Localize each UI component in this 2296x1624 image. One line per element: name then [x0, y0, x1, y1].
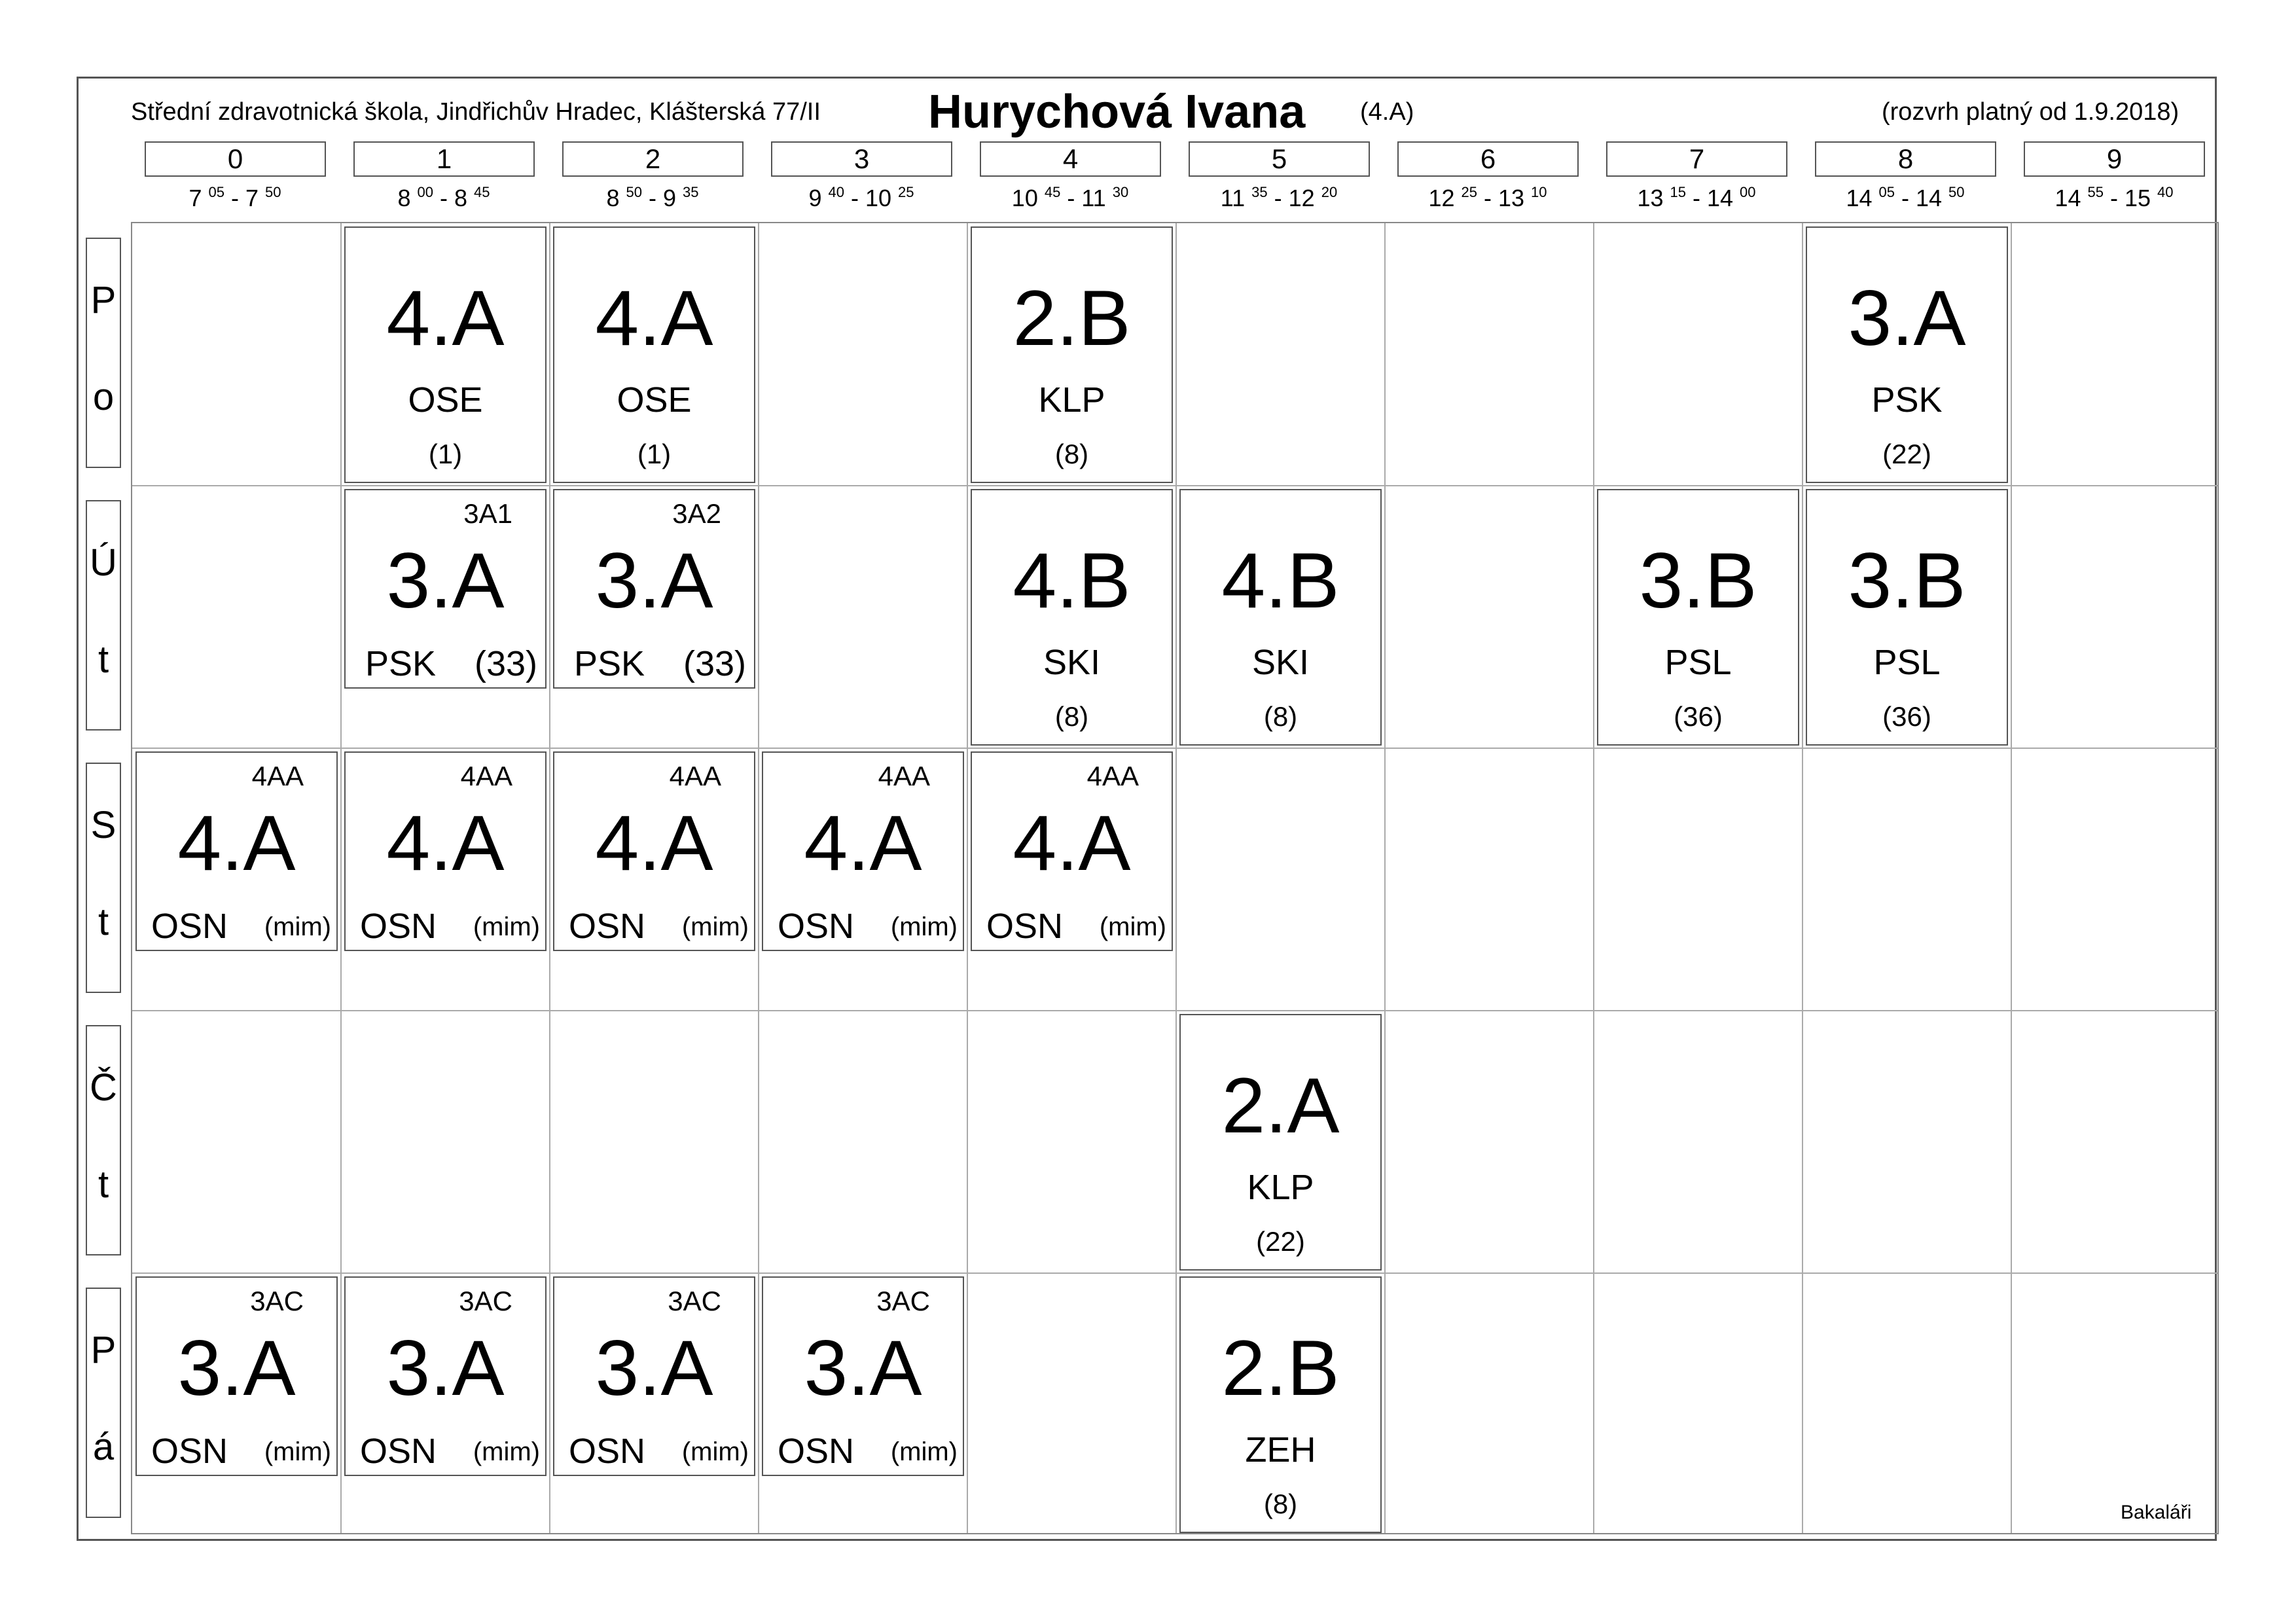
lesson-room: (mim) — [1099, 912, 1166, 941]
lesson-subject: OSN — [778, 907, 855, 946]
lesson-class: 4.A — [386, 274, 505, 362]
lesson-class: 2.B — [1013, 274, 1131, 362]
period-start-minutes: 45 — [1044, 184, 1061, 200]
lesson-card[interactable] — [971, 489, 1173, 746]
validity-note: (rozvrh platný od 1.9.2018) — [1882, 98, 2179, 126]
lesson-group: 4AA — [878, 761, 930, 791]
lesson-card[interactable] — [553, 489, 755, 689]
period-start-minutes: 05 — [208, 184, 224, 200]
lesson-room: (22) — [1882, 439, 1931, 469]
day-letter-2: t — [98, 901, 109, 943]
period-number: 8 — [1815, 141, 1996, 177]
period-start-minutes: 25 — [1461, 184, 1477, 200]
period-time: 8 $^{50}$ - 9 $^{35}$ — [606, 184, 699, 211]
day-label — [86, 238, 121, 468]
day-letter-1: Ú — [90, 541, 117, 584]
lesson-class: 3.A — [386, 1324, 505, 1412]
lesson-room: (mim) — [681, 1437, 749, 1466]
lesson-group: 3AC — [250, 1286, 304, 1316]
period-end-minutes: 25 — [898, 184, 914, 200]
lesson-card[interactable] — [1179, 1276, 1382, 1533]
lesson-room: (mim) — [890, 912, 958, 941]
period-start-minutes: 00 — [417, 184, 433, 200]
day-label — [86, 1288, 121, 1518]
lesson-class: 4.B — [1221, 537, 1340, 624]
grid-row-line — [132, 485, 2217, 486]
lesson-group: 3AC — [876, 1286, 930, 1316]
lesson-group: 3A2 — [672, 498, 721, 529]
period-number: 6 — [1397, 141, 1579, 177]
period-end-minutes: 35 — [683, 184, 699, 200]
lesson-room: (1) — [428, 439, 463, 469]
teacher-name: Hurychová Ivana — [928, 86, 1306, 138]
lesson-subject: OSN — [360, 907, 437, 946]
lesson-room: (mim) — [264, 912, 331, 941]
lesson-subject: SKI — [1043, 643, 1101, 682]
lesson-group: 3A1 — [463, 498, 512, 529]
lesson-class: 2.B — [1221, 1324, 1340, 1412]
grid-column-line — [758, 223, 759, 1533]
school-name: Střední zdravotnická škola, Jindřichův Hradec, Klášterská 77/II — [131, 98, 821, 126]
lesson-subject: PSL — [1873, 643, 1941, 682]
period-number: 0 — [145, 141, 326, 177]
lesson-class: 3.B — [1848, 537, 1966, 624]
lesson-card[interactable] — [1806, 489, 2008, 746]
lesson-room: (mim) — [264, 1437, 331, 1466]
lesson-card[interactable] — [553, 751, 755, 951]
grid-row-line — [132, 1272, 2217, 1274]
lesson-class: 3.A — [804, 1324, 922, 1412]
lesson-class: 4.A — [1013, 799, 1131, 887]
lesson-subject: PSK — [574, 644, 645, 683]
day-label — [86, 763, 121, 993]
lesson-subject: OSN — [569, 1432, 646, 1471]
lesson-room: (8) — [1263, 701, 1298, 732]
lesson-class: 3.B — [1639, 537, 1757, 624]
lesson-class: 4.A — [595, 799, 713, 887]
lesson-card[interactable] — [344, 489, 547, 689]
period-time: 9 $^{40}$ - 10 $^{25}$ — [808, 184, 914, 211]
day-label — [86, 500, 121, 731]
lesson-class: 3.A — [386, 537, 505, 624]
lesson-subject: PSK — [1871, 380, 1943, 420]
lesson-room: (8) — [1054, 439, 1089, 469]
lesson-subject: OSN — [778, 1432, 855, 1471]
lesson-class: 4.A — [595, 274, 713, 362]
lesson-subject: PSK — [365, 644, 437, 683]
day-letter-1: Č — [90, 1066, 117, 1109]
lesson-class: 4.A — [177, 799, 296, 887]
period-end-minutes: 20 — [1321, 184, 1338, 200]
lesson-room: (36) — [1882, 701, 1931, 732]
lesson-class: 4.A — [804, 799, 922, 887]
lesson-room: (33) — [683, 644, 746, 683]
lesson-card[interactable] — [971, 751, 1173, 951]
lesson-card[interactable] — [344, 751, 547, 951]
lesson-subject: OSN — [151, 1432, 228, 1471]
teacher-class: (4.A) — [1360, 98, 1414, 126]
period-start-minutes: 50 — [626, 184, 642, 200]
lesson-group: 4AA — [1086, 761, 1139, 791]
period-end-minutes: 10 — [1531, 184, 1547, 200]
lesson-class: 3.A — [1848, 274, 1966, 362]
day-letter-2: o — [92, 376, 115, 418]
brand-footer: Bakaláři — [2121, 1502, 2192, 1523]
period-number: 9 — [2024, 141, 2205, 177]
grid-row-line — [132, 1010, 2217, 1011]
period-time: 10 $^{45}$ - 11 $^{30}$ — [1011, 184, 1129, 211]
grid-column-line — [1175, 223, 1177, 1533]
grid-column-line — [967, 223, 968, 1533]
day-letter-1: S — [90, 804, 117, 846]
lesson-card[interactable] — [553, 226, 755, 483]
grid-column-line — [340, 223, 342, 1533]
lesson-subject: KLP — [1247, 1168, 1314, 1207]
lesson-card[interactable] — [762, 751, 964, 951]
lesson-card[interactable] — [1179, 1014, 1382, 1271]
lesson-room: (22) — [1256, 1226, 1305, 1257]
period-start-minutes: 40 — [828, 184, 844, 200]
period-number: 7 — [1606, 141, 1787, 177]
period-time: 14 $^{55}$ - 15 $^{40}$ — [2054, 184, 2174, 211]
lesson-room: (8) — [1263, 1489, 1298, 1519]
lesson-room: (36) — [1674, 701, 1723, 732]
period-time: 8 $^{00}$ - 8 $^{45}$ — [397, 184, 490, 211]
lesson-subject: PSL — [1664, 643, 1732, 682]
period-number: 4 — [980, 141, 1161, 177]
lesson-class: 4.B — [1013, 537, 1131, 624]
lesson-group: 4AA — [460, 761, 512, 791]
lesson-subject: OSN — [360, 1432, 437, 1471]
lesson-card[interactable] — [762, 1276, 964, 1476]
period-end-minutes: 30 — [1112, 184, 1129, 200]
day-letter-2: á — [92, 1426, 115, 1468]
day-letter-1: P — [90, 279, 117, 321]
period-time: 11 $^{35}$ - 12 $^{20}$ — [1220, 184, 1338, 211]
day-label — [86, 1025, 121, 1255]
period-start-minutes: 35 — [1251, 184, 1268, 200]
period-start-minutes: 05 — [1878, 184, 1895, 200]
lesson-group: 4AA — [669, 761, 721, 791]
lesson-subject: OSN — [986, 907, 1064, 946]
lesson-class: 3.A — [595, 1324, 713, 1412]
lesson-room: (mim) — [681, 912, 749, 941]
lesson-subject: OSE — [617, 380, 692, 420]
period-time: 12 $^{25}$ - 13 $^{10}$ — [1428, 184, 1547, 211]
lesson-subject: ZEH — [1245, 1430, 1316, 1470]
period-number: 2 — [562, 141, 744, 177]
lesson-class: 3.A — [595, 537, 713, 624]
period-start-minutes: 55 — [2087, 184, 2104, 200]
lesson-card[interactable] — [1179, 489, 1382, 746]
period-number: 5 — [1189, 141, 1370, 177]
lesson-card[interactable] — [1806, 226, 2008, 483]
day-letter-1: P — [90, 1329, 117, 1371]
grid-column-line — [1384, 223, 1386, 1533]
period-start-minutes: 15 — [1670, 184, 1686, 200]
lesson-card[interactable] — [1597, 489, 1799, 746]
lesson-room: (1) — [637, 439, 672, 469]
lesson-subject: KLP — [1038, 380, 1105, 420]
lesson-card[interactable] — [344, 1276, 547, 1476]
lesson-room: (mim) — [473, 1437, 540, 1466]
period-end-minutes: 50 — [265, 184, 281, 200]
period-time: 7 $^{05}$ - 7 $^{50}$ — [188, 184, 281, 211]
lesson-group: 3AC — [459, 1286, 512, 1316]
lesson-card[interactable] — [344, 226, 547, 483]
period-end-minutes: 00 — [1740, 184, 1756, 200]
period-number: 1 — [353, 141, 535, 177]
lesson-subject: OSN — [569, 907, 646, 946]
schedule-grid — [131, 222, 2219, 1534]
lesson-card[interactable] — [971, 226, 1173, 483]
lesson-subject: OSE — [408, 380, 483, 420]
lesson-room: (33) — [474, 644, 537, 683]
lesson-room: (mim) — [890, 1437, 958, 1466]
lesson-class: 4.A — [386, 799, 505, 887]
period-time: 13 $^{15}$ - 14 $^{00}$ — [1637, 184, 1756, 211]
grid-column-line — [549, 223, 550, 1533]
lesson-class: 2.A — [1221, 1062, 1340, 1149]
lesson-subject: OSN — [151, 907, 228, 946]
grid-row-line — [132, 748, 2217, 749]
lesson-group: 3AC — [668, 1286, 721, 1316]
grid-column-line — [1802, 223, 1803, 1533]
lesson-room: (mim) — [473, 912, 540, 941]
period-time: 14 $^{05}$ - 14 $^{50}$ — [1846, 184, 1965, 211]
grid-column-line — [1593, 223, 1594, 1533]
period-end-minutes: 45 — [474, 184, 490, 200]
lesson-card[interactable] — [135, 1276, 338, 1476]
period-number: 3 — [771, 141, 952, 177]
day-letter-2: t — [98, 1163, 109, 1206]
lesson-group: 4AA — [251, 761, 304, 791]
lesson-class: 3.A — [177, 1324, 296, 1412]
lesson-card[interactable] — [135, 751, 338, 951]
period-end-minutes: 40 — [2157, 184, 2174, 200]
lesson-subject: SKI — [1251, 643, 1310, 682]
lesson-room: (8) — [1054, 701, 1089, 732]
lesson-card[interactable] — [553, 1276, 755, 1476]
grid-column-line — [2011, 223, 2012, 1533]
day-letter-2: t — [98, 638, 109, 681]
period-end-minutes: 50 — [1948, 184, 1965, 200]
